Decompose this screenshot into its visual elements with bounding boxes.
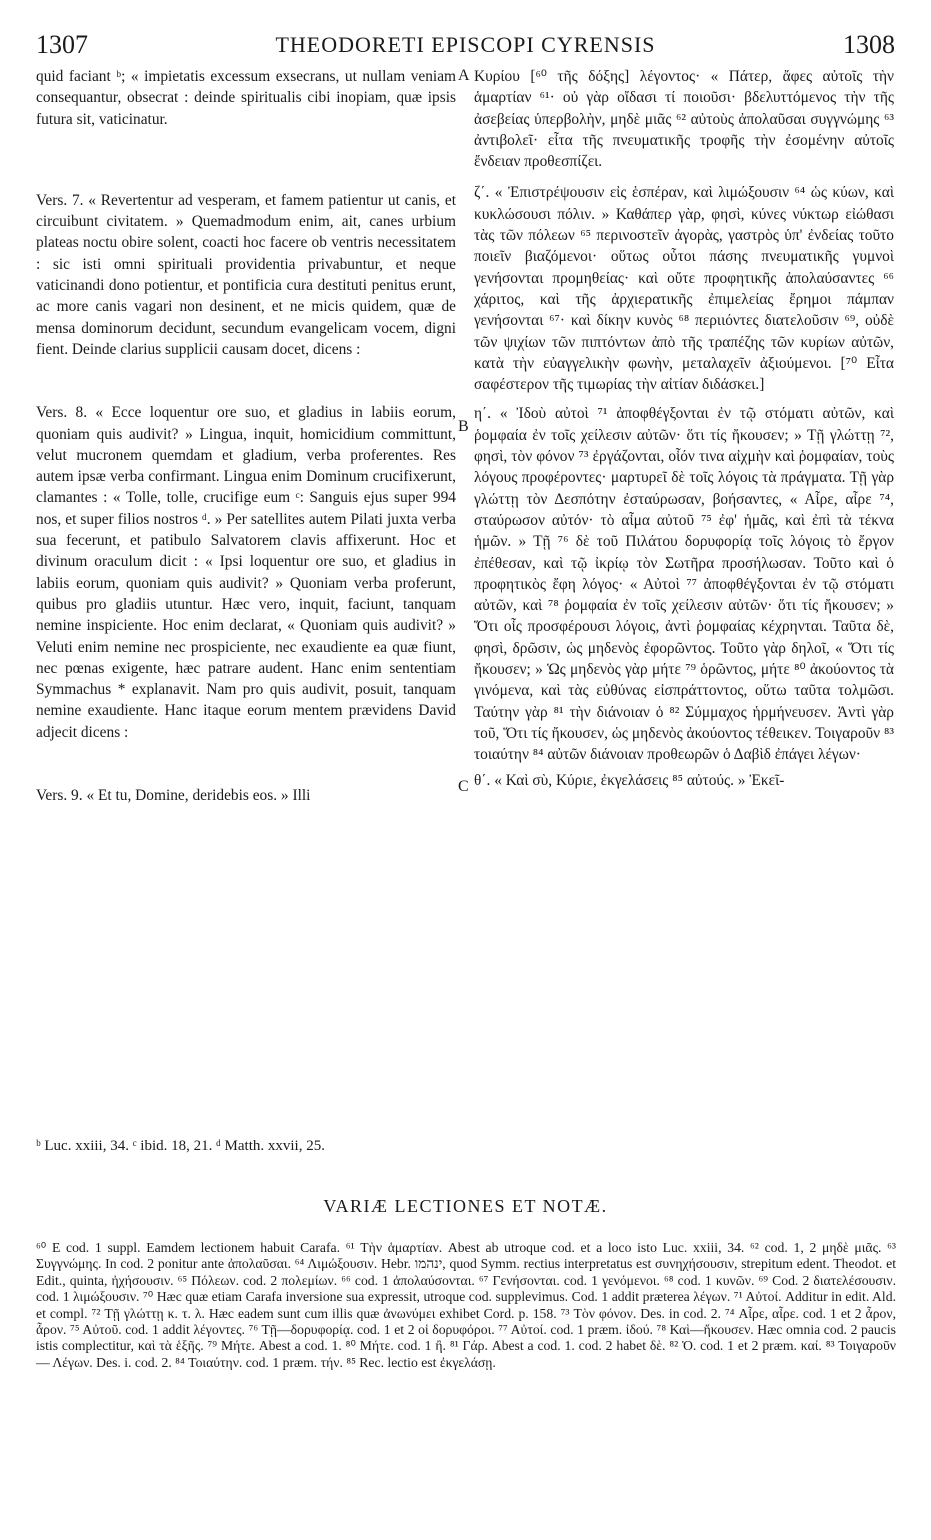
latin-column [36,66,456,806]
margin-letter-a: A [458,67,470,84]
page-title: THEODORETI EPISCOPI CYRENSIS [275,32,656,57]
variae-lectiones-title: VARIÆ LECTIONES ET NOTÆ. [323,1196,608,1216]
running-header [36,30,895,64]
page-number-left: 1307 [36,30,88,59]
scripture-footnote: ᵇ Luc. xxiii, 34. ᶜ ibid. 18, 21. ᵈ Matth. xxvii, 25. [36,1138,325,1154]
greek-column [474,66,894,791]
latin-paragraph-vers-8: Vers. 8. « Ecce loquentur ore suo, et gladius in labiis eorum, quoniam quis audivit? » Lingua, inquit, homicidium committunt, velut mucronem quemdam et gladium, verba proferentes. Res autem ipsæ verba confirmant. Lingua enim Dominum crucifixerunt, clamantes : « Tolle, tolle, crucifige eum ᶜ: Sanguis ejus super 994 nos, et super filios nostros ᵈ. » Per satellites autem Pilati juxta verba sua fecerunt, et patibulo Salvatorem clavis affixerunt. Hoc et divinum oraculum dicit : « Ipsi loquentur ore suo, et gladius in labiis eorum, quoniam quis audivit? » Quoniam verba proferunt, quibus pro gladiis utuntur. Hæc vero, inquit, faciunt, tanquam nemine inspiciente. Hoc enim declarat, « Quoniam quis audivit? » Veluti enim nemine nec prospiciente, nec exaudiente ea quæ fiunt, nec pœnas exigente, hæc patrare audent. Hanc enim sententiam Symmachus * explanavit. Nam pro quis audivit, posuit, tanquam nemine exaudiente. Hanc itaque eorum mentem prævidens David adjecit dicens : [36,404,456,741]
notes-text: ⁶⁰ E cod. 1 suppl. Eamdem lectionem habuit Carafa. ⁶¹ Τὴν ἁμαρτίαν. Abest ab utroque cod. et a loco isto Luc. xxiii, 34. ⁶² cod. 1, 2 μηδὲ μιᾶς. ⁶³ Συγγνώμης. In cod. 2 ponitur ante ἀπολαῦσαι. ⁶⁴ Λιμώξουσιν. Hebr. ינהמו, quod Symm. rectius interpretatus est συνηχήσουσιν, strepitum edent. Theodot. et Edit., quinta, ἠχήσουσιν. ⁶⁵ Πόλεων. cod. 2 πολεμίων. ⁶⁶ cod. 1 ἀπολαύσονται. ⁶⁷ Γενήσονται. cod. 1 γενόμενοι. ⁶⁸ cod. 1 κυνῶν. ⁶⁹ Cod. 2 διατελέσουσιν. cod. 1 λιμώξουσιν. ⁷⁰ Hæc quæ etiam Carafa inversione sua expressit, utroque cod. supplevimus. Cod. 1 addit præterea λέγων. ⁷¹ Αὐτοί. Additur in edit. Ald. et compl. ⁷² Τῇ γλώττῃ κ. τ. λ. Hæc eadem sunt cum illis quæ ἀνωνύμει exhibet Cord. p. 158. ⁷³ Τὸν φόνον. Des. in cod. 2. ⁷⁴ Αἶρε, αἶρε. cod. 1 et 2 ἆρον, ἆρον. ⁷⁵ Αὐτοῦ. cod. 1 addit λέγοντες. ⁷⁶ Τῇ—δορυφορίᾳ. cod. 1 et 2 οἱ δορυφόροι. ⁷⁷ Αὐτοί. cod. 1 præm. ἰδού. ⁷⁸ Καὶ—ἤκουσεν. Hæc omnia cod. 2 paucis istis complectitur, καὶ τὰ ἑξῆς. ⁷⁹ Μήτε. Abest a cod. 1. ⁸⁰ Μήτε. cod. 1 ἢ. ⁸¹ Γάρ. Abest a cod. 1. cod. 2 habet δὲ. ⁸² Ὁ. cod. 1 et 2 præm. καί. ⁸³ Τοιγαροῦν — Λέγων. Des. i. cod. 2. ⁸⁴ Τοιαύτην. cod. 1 præm. τήν. ⁸⁵ Rec. lectio est ἐκγελάσῃ. [36,1240,896,1370]
margin-letter-b: B [458,418,469,435]
greek-paragraph-1: Κυρίου [⁶⁰ τῆς δόξης] λέγοντος· « Πάτερ, ἄφες αὐτοῖς τὴν ἁμαρτίαν ⁶¹· οὐ γὰρ οἴδασι τί ποιοῦσι· βδελυττόμενος τὴν τῆς ἀσεβείας ὑπερβολὴν, μηδὲ μιᾶς ⁶² αὐτοὺς ἀπολαῦσαι συγγνώμης ⁶³ ἀντιβολεῖ· εἶτα τῆς πνευματικῆς τροφῆς τὴν ἐσομένην αὐτοῖς ἔνδειαν προθεσπίζει. [474,68,894,171]
greek-paragraph-eta: η΄. « Ἰδοὺ αὐτοὶ ⁷¹ ἀποφθέγξονται ἐν τῷ στόματι αὐτῶν, καὶ ῥομφαία ἐν τοῖς χείλεσιν αὐτῶν· ὅτι τίς ἤκουσεν; » Τῇ γλώττῃ ⁷², φησὶ, τὸν φόνον ⁷³ ἐργάζονται, οἷόν τινα αἰχμὴν καὶ ῥομφαίαν, τοὺς λόγους προφέροντες· μαρτυρεῖ δὲ τοῖς λόγοις τὰ πράγματα. Τῇ γὰρ γλώττῃ τὸν Δεσπότην ἐσταύρωσαν, βοήσαντες, « Αἶρε, αἶρε ⁷⁴, σταύρωσον αὐτόν· τὸ αἷμα αὐτοῦ ⁷⁵ ἐφ' ἡμᾶς, καὶ ἐπὶ τὰ τέκνα ἡμῶν. » Τῇ ⁷⁶ δὲ τοῦ Πιλάτου δορυφορίᾳ τοῖς λόγοις τὸ ἔργον ἐπέθεσαν, καὶ τῷ ἰκρίῳ τὸν Σωτῆρα προσήλωσαν. Τοῦτο καὶ ὁ προφητικὸς ἔφη λόγος· « Αὐτοὶ ⁷⁷ ἀποφθέγξονται ἐν τῷ στόματι αὐτῶν, καὶ ⁷⁸ ῥομφαία ἐν τοῖς χείλεσιν αὐτῶν· ὅτι τίς ἤκουσεν; » Ὅτι οἷς προσφέρουσι λόγοις, ἀντὶ ῥομφαίας κέχρηνται. Ταῦτα δὲ, φησὶ, δρῶσιν, ὡς μηδενὸς ἐφορῶντος. Τοῦτο γὰρ δηλοῖ, « Ὅτι τίς ἤκουσεν; » Ὡς μηδενὸς γὰρ μήτε ⁷⁹ ὁρῶντος, μήτε ⁸⁰ ἀκούοντος τὰ γινόμενα, καὶ τὰς εὐθύνας εἰσπράττοντος, οὕτω ταῦτα τολμῶσι. Ταύτην γὰρ ⁸¹ τὴν διάνοιαν ὁ ⁸² Σύμμαχος ἡρμήνευσεν. Ἀντὶ γὰρ τοῦ, Ὅτι τίς ἤκουσεν, ὡς μηδενὸς ἀκούοντος τέθεικεν. Τοιγαροῦν ⁸³ τοιαύτην ⁸⁴ αὐτῶν διάνοιαν προθεωρῶν ὁ Δαβὶδ ἐπάγει λέγων· [474,405,894,764]
latin-paragraph-vers-7: Vers. 7. « Revertentur ad vesperam, et famem patientur ut canis, et circuibunt civitatem. » Quemadmodum enim, ait, canes urbium plateas noctu obire solent, coacti hoc facere ob ventris necessitatem : sic isti omni spirituali providentia privabuntur, et neque vaticinandi dono potientur, et pontificia cura destituti penitus erunt, ac more canis vagari non desinent, et ne micis quidem, quæ de mensa dominorum decidunt, secundum evangelicam vocem, digni fient. Deinde clarius supplicii causam docet, dicens : [36,191,456,358]
page-number-right: 1308 [843,30,895,59]
greek-paragraph-theta: θ΄. « Καὶ σὺ, Κύριε, ἐκγελάσεις ⁸⁵ αὐτούς. » Ἐκεῖ- [474,771,785,789]
margin-letter-c: C [458,778,469,795]
latin-paragraph-1: quid faciant ᵇ; « impietatis excessum exsecrans, ut nullam veniam consequantur, obsecrat : deinde spiritualis cibi inopiam, quæ ipsis futura sit, vaticinatur. [36,68,456,128]
greek-paragraph-zeta: ζ΄. « Ἐπιστρέψουσιν εἰς ἑσπέραν, καὶ λιμώξουσιν ⁶⁴ ὡς κύων, καὶ κυκλώσουσι πόλιν. » Καθάπερ γὰρ, φησὶ, κύνες νύκτωρ εἰώθασι τὰς τῶν πόλεων ⁶⁵ περινοστεῖν ἀγορὰς, γαστρὸς ὑπ' ἐνδείας τοῦτο ποιεῖν βιαζόμενοι· οὕτως οὗτοι πάσης πνευματικῆς γυμνοὶ γενήσονται προμηθείας· καὶ οὔτε προφητικῆς ἀπολαύσαντες ⁶⁶ χάριτος, καὶ τῆς ἀρχιερατικῆς ἐπιμελείας ἔρημοι πάμπαν γενήσονται ⁶⁷· καὶ δίκην κυνὸς ⁶⁸ περιιόντες διατελοῦσιν ⁶⁹, οὐδὲ τῶν ψιχίων τῶν πιπτόντων ἀπὸ τῆς τραπέζης τῶν κυρίων αὐτῶν, κατὰ τὴν εὐαγγελικὴν φωνὴν, μεταλαχεῖν ἀξιούμενοι. [⁷⁰ Εἶτα σαφέστερον τῆς τιμωρίας τὴν αἰτίαν διδάσκει.] [474,184,894,394]
variae-lectiones-notes [36,1240,896,1371]
latin-paragraph-vers-9: Vers. 9. « Et tu, Domine, deridebis eos. » Illi [36,787,311,805]
